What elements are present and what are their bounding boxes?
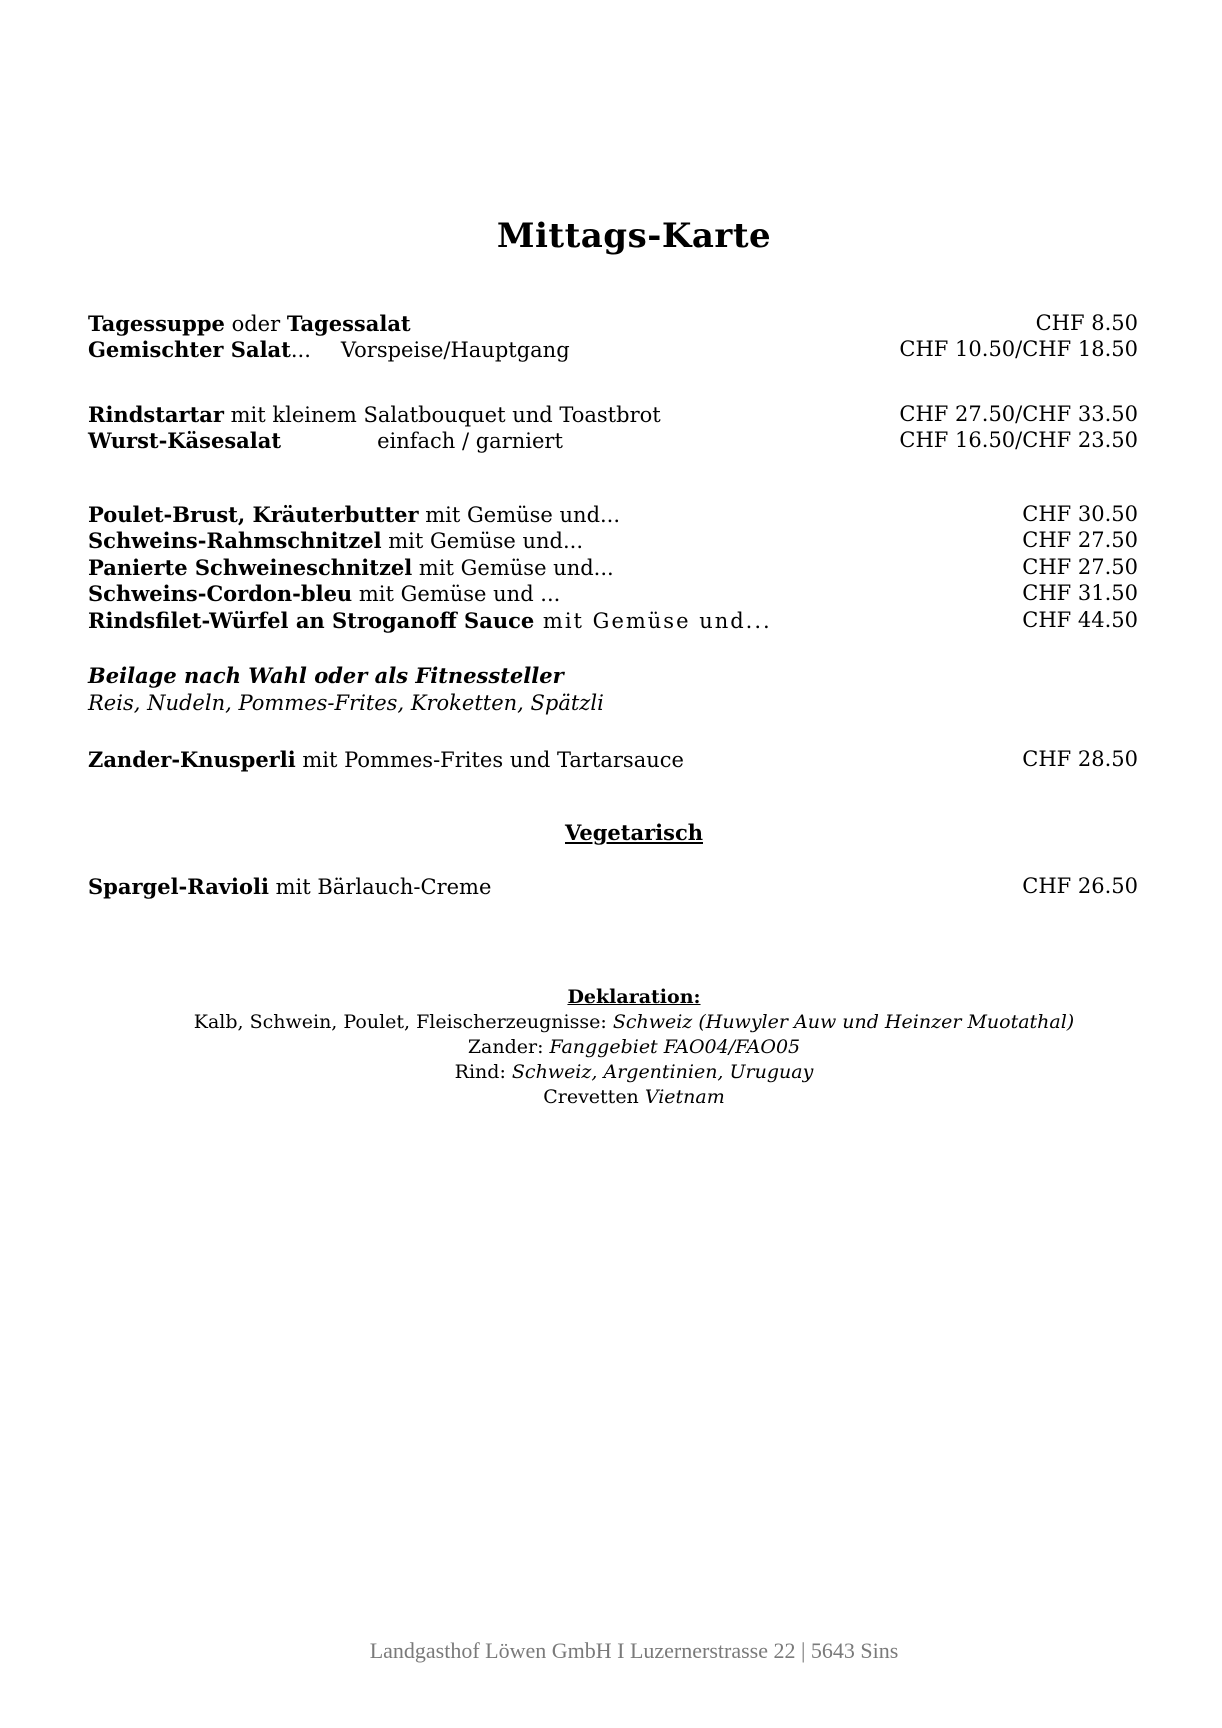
menu-item-name: Poulet-Brust, Kräuterbutter <box>88 502 419 527</box>
menu-item-price: CHF 26.50 <box>1022 874 1138 898</box>
menu-item-name-2: Tagessalat <box>286 311 411 336</box>
declaration-label: Rind: <box>454 1061 512 1083</box>
menu-item-desc: mit Gemüse und... <box>534 609 772 633</box>
menu-item-price: CHF 27.50 <box>1022 528 1138 552</box>
menu-item-gemischter-salat <box>88 336 1138 363</box>
vegetarian-heading: Vegetarisch <box>565 820 703 845</box>
declaration-line <box>0 1035 1222 1059</box>
menu-item-name: Tagessuppe <box>88 311 225 336</box>
menu-item-zander-knusperli <box>88 746 1138 773</box>
menu-item-desc: mit kleinem Salatbouquet und Toastbrot <box>223 403 661 427</box>
declaration-line <box>0 1010 1222 1034</box>
menu-item-name: Wurst-Käsesalat <box>88 428 282 453</box>
menu-item-rindsfilet-wuerfel <box>88 607 1138 634</box>
menu-item-schweins-rahmschnitzel <box>88 527 1138 554</box>
menu-item-name: Panierte Schweineschnitzel <box>88 555 413 580</box>
menu-item-name: Rindsfilet-Würfel an Stroganoff Sauce <box>88 608 535 633</box>
declaration-line <box>0 1085 1222 1109</box>
menu-item-desc-2: Vorspeise/Hauptgang <box>340 338 570 362</box>
menu-item-desc: ... <box>290 338 311 362</box>
declaration-value: Fanggebiet FAO04/FAO05 <box>549 1036 801 1058</box>
menu-item-spargel-ravioli <box>88 873 1138 900</box>
declaration-heading: Deklaration: <box>567 986 701 1008</box>
menu-item-name: Zander-Knusperli <box>88 747 296 772</box>
menu-item-price: CHF 30.50 <box>1022 502 1138 526</box>
side-dish-heading: Beilage nach Wahl oder als Fitnessteller <box>88 663 564 688</box>
menu-item-desc: mit Gemüse und... <box>381 529 584 553</box>
menu-item-price: CHF 31.50 <box>1022 581 1138 605</box>
menu-item-price: CHF 10.50/CHF 18.50 <box>899 337 1138 361</box>
menu-item-tagessuppe <box>88 310 1138 337</box>
menu-item-price: CHF 44.50 <box>1022 608 1138 632</box>
menu-item-price: CHF 16.50/CHF 23.50 <box>899 428 1138 452</box>
footer-address: Landgasthof Löwen GmbH I Luzernerstrasse 22 | 5643 Sins <box>369 1638 899 1663</box>
menu-item-desc: mit Pommes-Frites und Tartarsauce <box>295 748 684 772</box>
menu-item-price: CHF 27.50/CHF 33.50 <box>899 402 1138 426</box>
menu-item-desc: mit Gemüse und... <box>412 556 614 580</box>
menu-item-desc: mit Bärlauch-Creme <box>268 875 492 899</box>
menu-item-desc: einfach / garniert <box>377 429 563 453</box>
menu-item-panierte-schweineschnitzel <box>88 554 1138 581</box>
menu-item-schweins-cordon-bleu <box>88 580 1138 607</box>
menu-item-price: CHF 8.50 <box>1035 311 1138 335</box>
menu-item-price: CHF 27.50 <box>1022 555 1138 579</box>
menu-item-name: Schweins-Rahmschnitzel <box>88 528 382 553</box>
declaration-label: Zander: <box>467 1036 550 1058</box>
menu-item-rindstartar <box>88 401 1138 428</box>
menu-item-desc: mit Gemüse und ... <box>352 582 561 606</box>
declaration-value: Schweiz (Huwyler Auw und Heinzer Muotathal) <box>612 1011 1075 1033</box>
side-dish-list: Reis, Nudeln, Pommes-Frites, Kroketten, Spätzli <box>88 691 604 715</box>
declaration-line <box>0 1060 1222 1084</box>
menu-item-poulet-brust <box>88 501 1138 528</box>
declaration-label: Crevetten <box>543 1086 645 1108</box>
menu-item-price: CHF 28.50 <box>1022 747 1138 771</box>
declaration-label: Kalb, Schwein, Poulet, Fleischerzeugnisse: <box>193 1011 613 1033</box>
declaration-value: Vietnam <box>644 1086 725 1108</box>
menu-item-connector: oder <box>224 312 287 336</box>
menu-item-wurst-kaesesalat <box>88 427 1138 454</box>
menu-item-name: Gemischter Salat <box>88 337 291 362</box>
menu-item-name: Schweins-Cordon-bleu <box>88 581 353 606</box>
declaration-value: Schweiz, Argentinien, Uruguay <box>511 1061 814 1083</box>
menu-item-name: Rindstartar <box>88 402 224 427</box>
menu-title: Mittags-Karte <box>496 216 772 256</box>
menu-item-name: Spargel-Ravioli <box>88 874 269 899</box>
menu-item-desc: mit Gemüse und... <box>418 503 621 527</box>
